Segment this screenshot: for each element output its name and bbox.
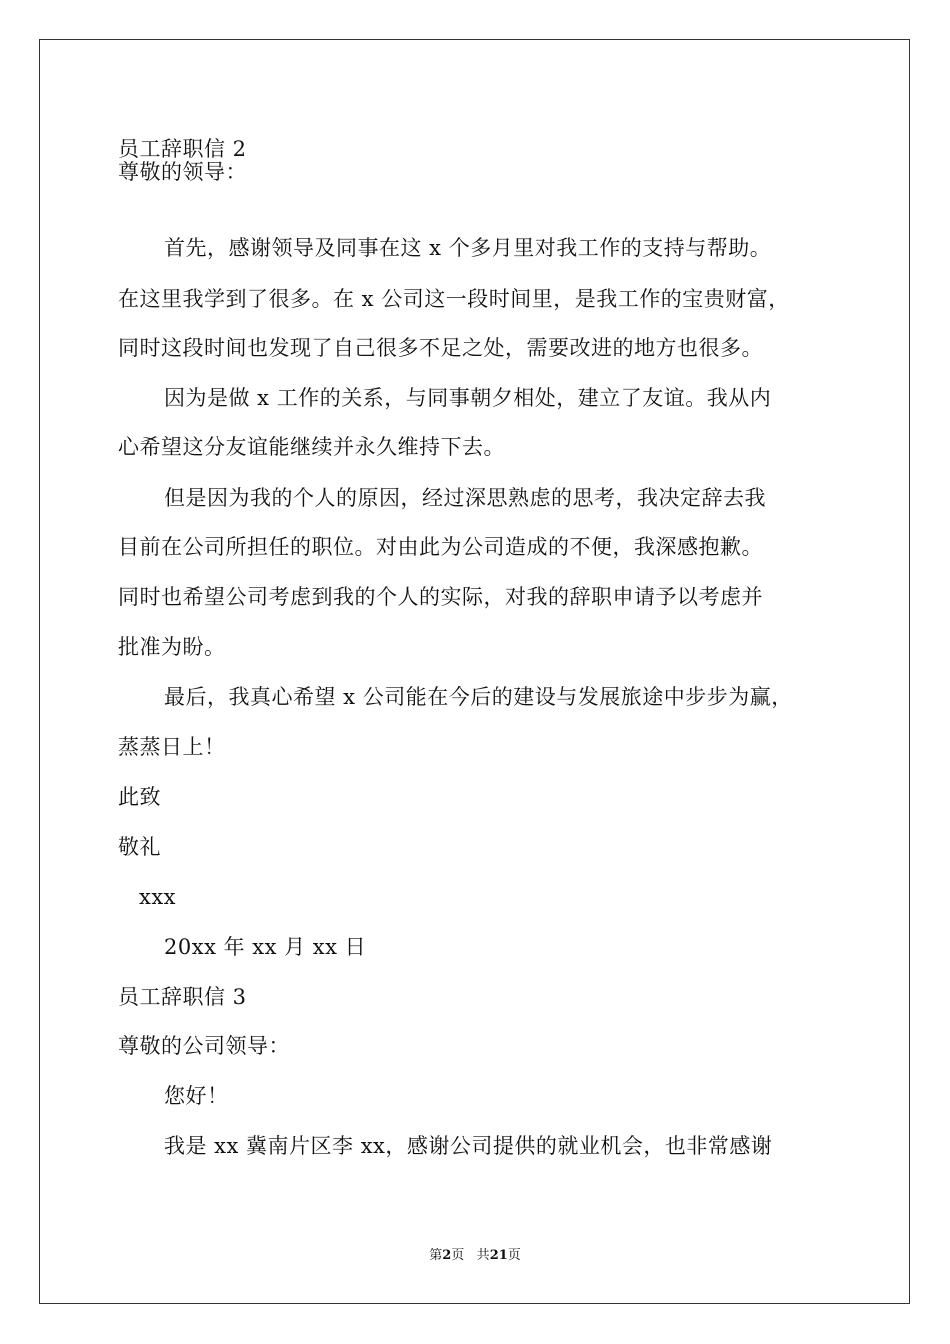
paragraph-line: 我是 xx 冀南片区李 xx，感谢公司提供的就业机会，也非常感谢	[164, 1134, 773, 1158]
page-footer	[0, 1247, 950, 1265]
paragraph-line: 批准为盼。	[118, 635, 226, 659]
page-number: 2	[442, 1248, 452, 1263]
date-line: 20xx 年 xx 月 xx 日	[164, 935, 367, 959]
paragraph-line: 但是因为我的个人的原因，经过深思熟虑的思考，我决定辞去我	[164, 486, 766, 510]
page-border	[39, 39, 910, 1304]
paragraph-line: 因为是做 x 工作的关系，与同事朝夕相处，建立了友谊。我从内	[164, 386, 772, 410]
paragraph-line: 最后，我真心希望 x 公司能在今后的建设与发展旅途中步步为赢，	[164, 685, 793, 709]
salutation: 尊敬的公司领导：	[118, 1034, 290, 1058]
greeting: 您好！	[164, 1084, 229, 1108]
paragraph-line: 首先，感谢领导及同事在这 x 个多月里对我工作的支持与帮助。	[164, 236, 772, 260]
total-pages: 21	[489, 1248, 508, 1263]
total-suffix: 页	[507, 1248, 521, 1263]
paragraph-line: 同时也希望公司考虑到我的个人的实际，对我的辞职申请予以考虑并	[118, 585, 763, 609]
paragraph-line: 蒸蒸日上！	[118, 735, 226, 759]
signature: xxx	[139, 885, 177, 909]
closing-line: 敬礼	[118, 835, 161, 859]
paragraph-line: 在这里我学到了很多。在 x 公司这一段时间里，是我工作的宝贵财富，	[118, 287, 790, 311]
paragraph-line: 目前在公司所担任的职位。对由此为公司造成的不便，我深感抱歉。	[118, 535, 763, 559]
salutation: 尊敬的领导：	[118, 160, 247, 184]
letter-2-title: 员工辞职信 2	[118, 137, 247, 161]
page-prefix: 第	[429, 1248, 443, 1263]
closing-line: 此致	[118, 785, 161, 809]
letter-3-title: 员工辞职信 3	[118, 985, 247, 1009]
page-suffix: 页	[451, 1248, 465, 1263]
paragraph-line: 心希望这分友谊能继续并永久维持下去。	[118, 435, 505, 459]
paragraph-line: 同时这段时间也发现了自己很多不足之处，需要改进的地方也很多。	[118, 336, 763, 360]
total-prefix: 共	[476, 1248, 490, 1263]
